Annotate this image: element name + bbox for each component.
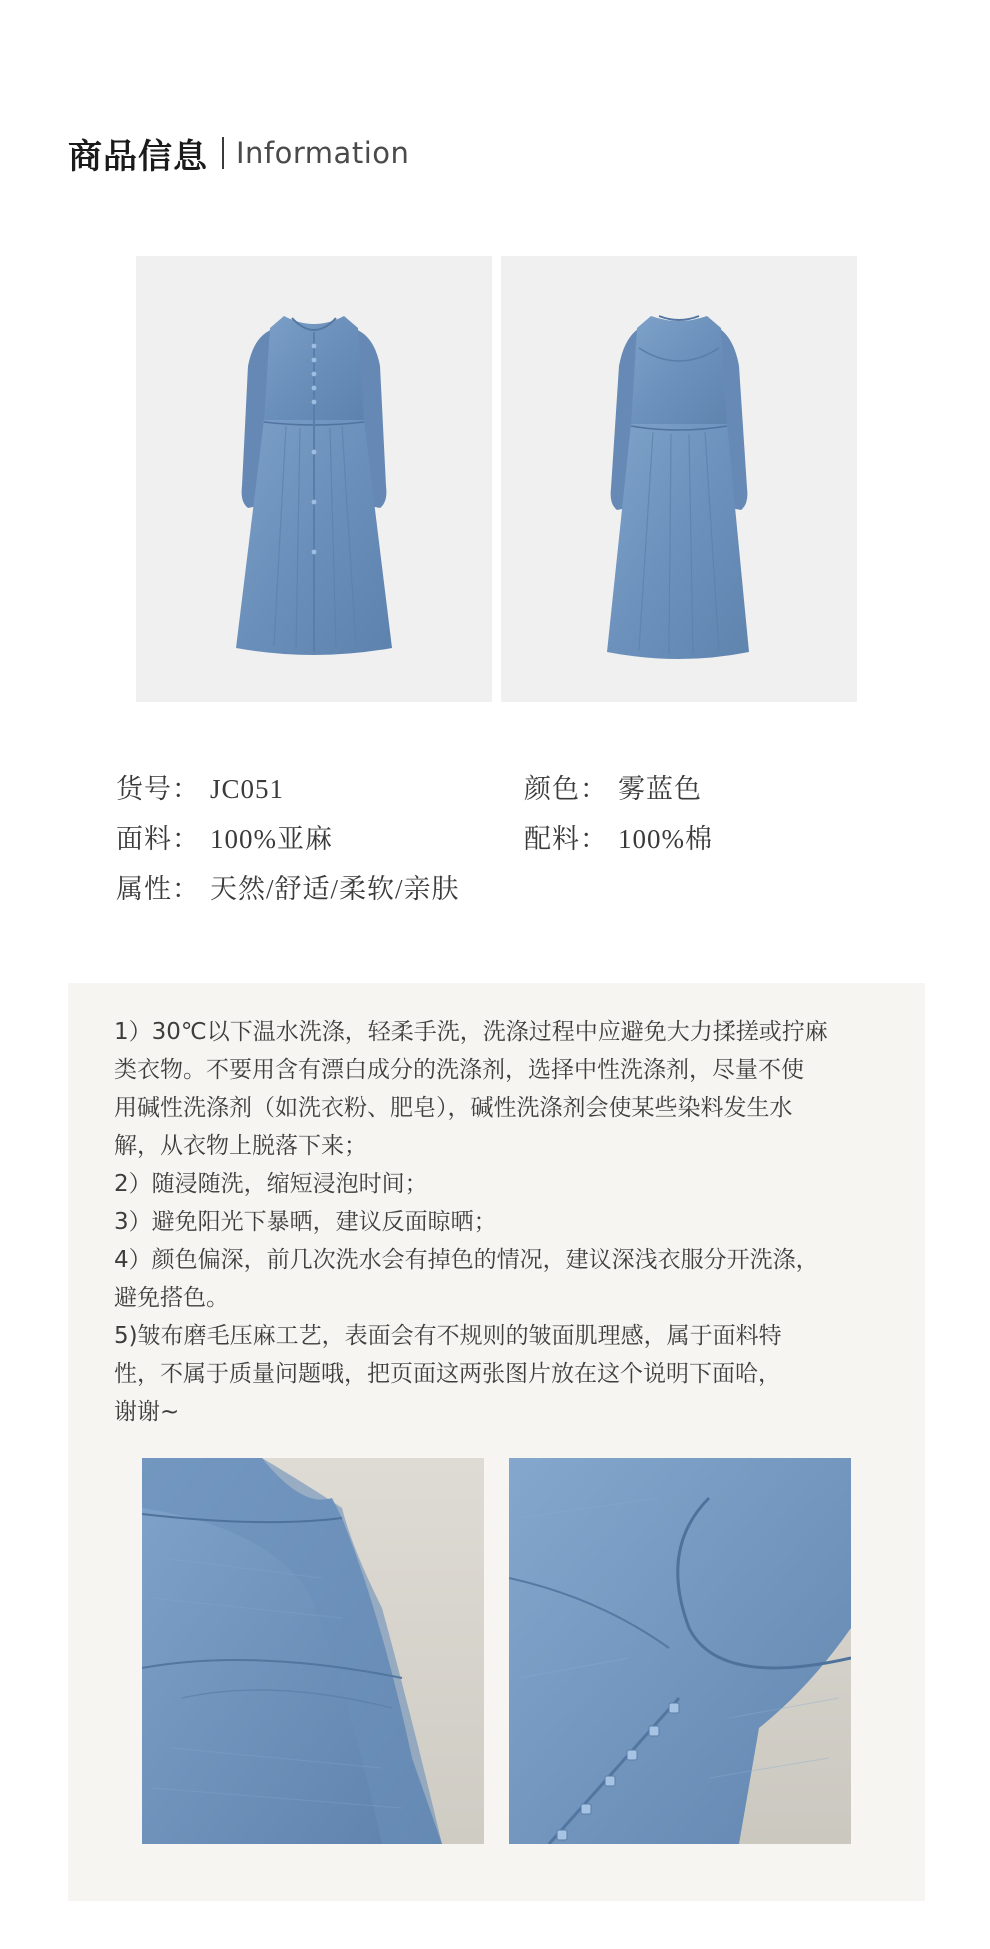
- care-line: 4）颜色偏深，前几次洗水会有掉色的情况，建议深浅衣服分开洗涤，: [114, 1247, 819, 1273]
- section-title: 商品信息: [68, 136, 208, 177]
- title-divider: [222, 137, 224, 169]
- product-photo-front: [136, 256, 492, 702]
- shoulder-detail-image: [142, 1458, 484, 1844]
- care-line: 谢谢~: [114, 1399, 180, 1425]
- spec-label: 属性：: [116, 874, 200, 904]
- care-instructions: [114, 1013, 894, 1431]
- care-line: 用碱性洗涤剂（如洗衣粉、肥皂），碱性洗涤剂会使某些染料发生水: [114, 1095, 793, 1121]
- spec-label: 颜色：: [524, 774, 608, 804]
- dress-front-image: [136, 256, 492, 702]
- spec-color: [524, 767, 702, 806]
- care-line: 类衣物。不要用含有漂白成分的洗涤剂，选择中性洗涤剂，尽量不使: [114, 1057, 804, 1083]
- care-line: 解，从衣物上脱落下来；: [114, 1133, 367, 1159]
- care-line: 避免搭色。: [114, 1285, 229, 1311]
- spec-value: 100%亚麻: [210, 824, 333, 854]
- spec-value: 100%棉: [618, 824, 713, 854]
- spec-label: 配料：: [524, 824, 608, 854]
- care-line: 1）30℃以下温水洗涤，轻柔手洗，洗涤过程中应避免大力揉搓或拧麻: [114, 1019, 828, 1045]
- care-instructions-panel: [68, 983, 925, 1901]
- spec-fabric: [116, 817, 333, 856]
- care-line: 3）避免阳光下暴晒，建议反面晾晒；: [114, 1209, 497, 1235]
- care-line: 性，不属于质量问题哦，把页面这两张图片放在这个说明下面哈，: [114, 1361, 781, 1387]
- spec-label: 货号：: [116, 774, 200, 804]
- care-line: 2）随浸随洗，缩短浸泡时间；: [114, 1171, 428, 1197]
- section-subtitle: Information: [236, 136, 410, 170]
- detail-photo-buttons: [509, 1458, 851, 1844]
- product-photo-back: [501, 256, 857, 702]
- button-detail-image: [509, 1458, 851, 1844]
- care-line: 5)皱布磨毛压麻工艺，表面会有不规则的皱面肌理感，属于面料特: [114, 1323, 782, 1349]
- detail-photo-shoulder: [142, 1458, 484, 1844]
- spec-value: 天然/舒适/柔软/亲肤: [210, 874, 460, 904]
- dress-back-image: [501, 256, 857, 702]
- spec-attribute: [116, 867, 460, 906]
- spec-lining: [524, 817, 713, 856]
- spec-value: JC051: [210, 774, 285, 804]
- spec-value: 雾蓝色: [618, 774, 702, 804]
- section-header: [68, 128, 409, 178]
- spec-label: 面料：: [116, 824, 200, 854]
- spec-item-no: [116, 767, 284, 806]
